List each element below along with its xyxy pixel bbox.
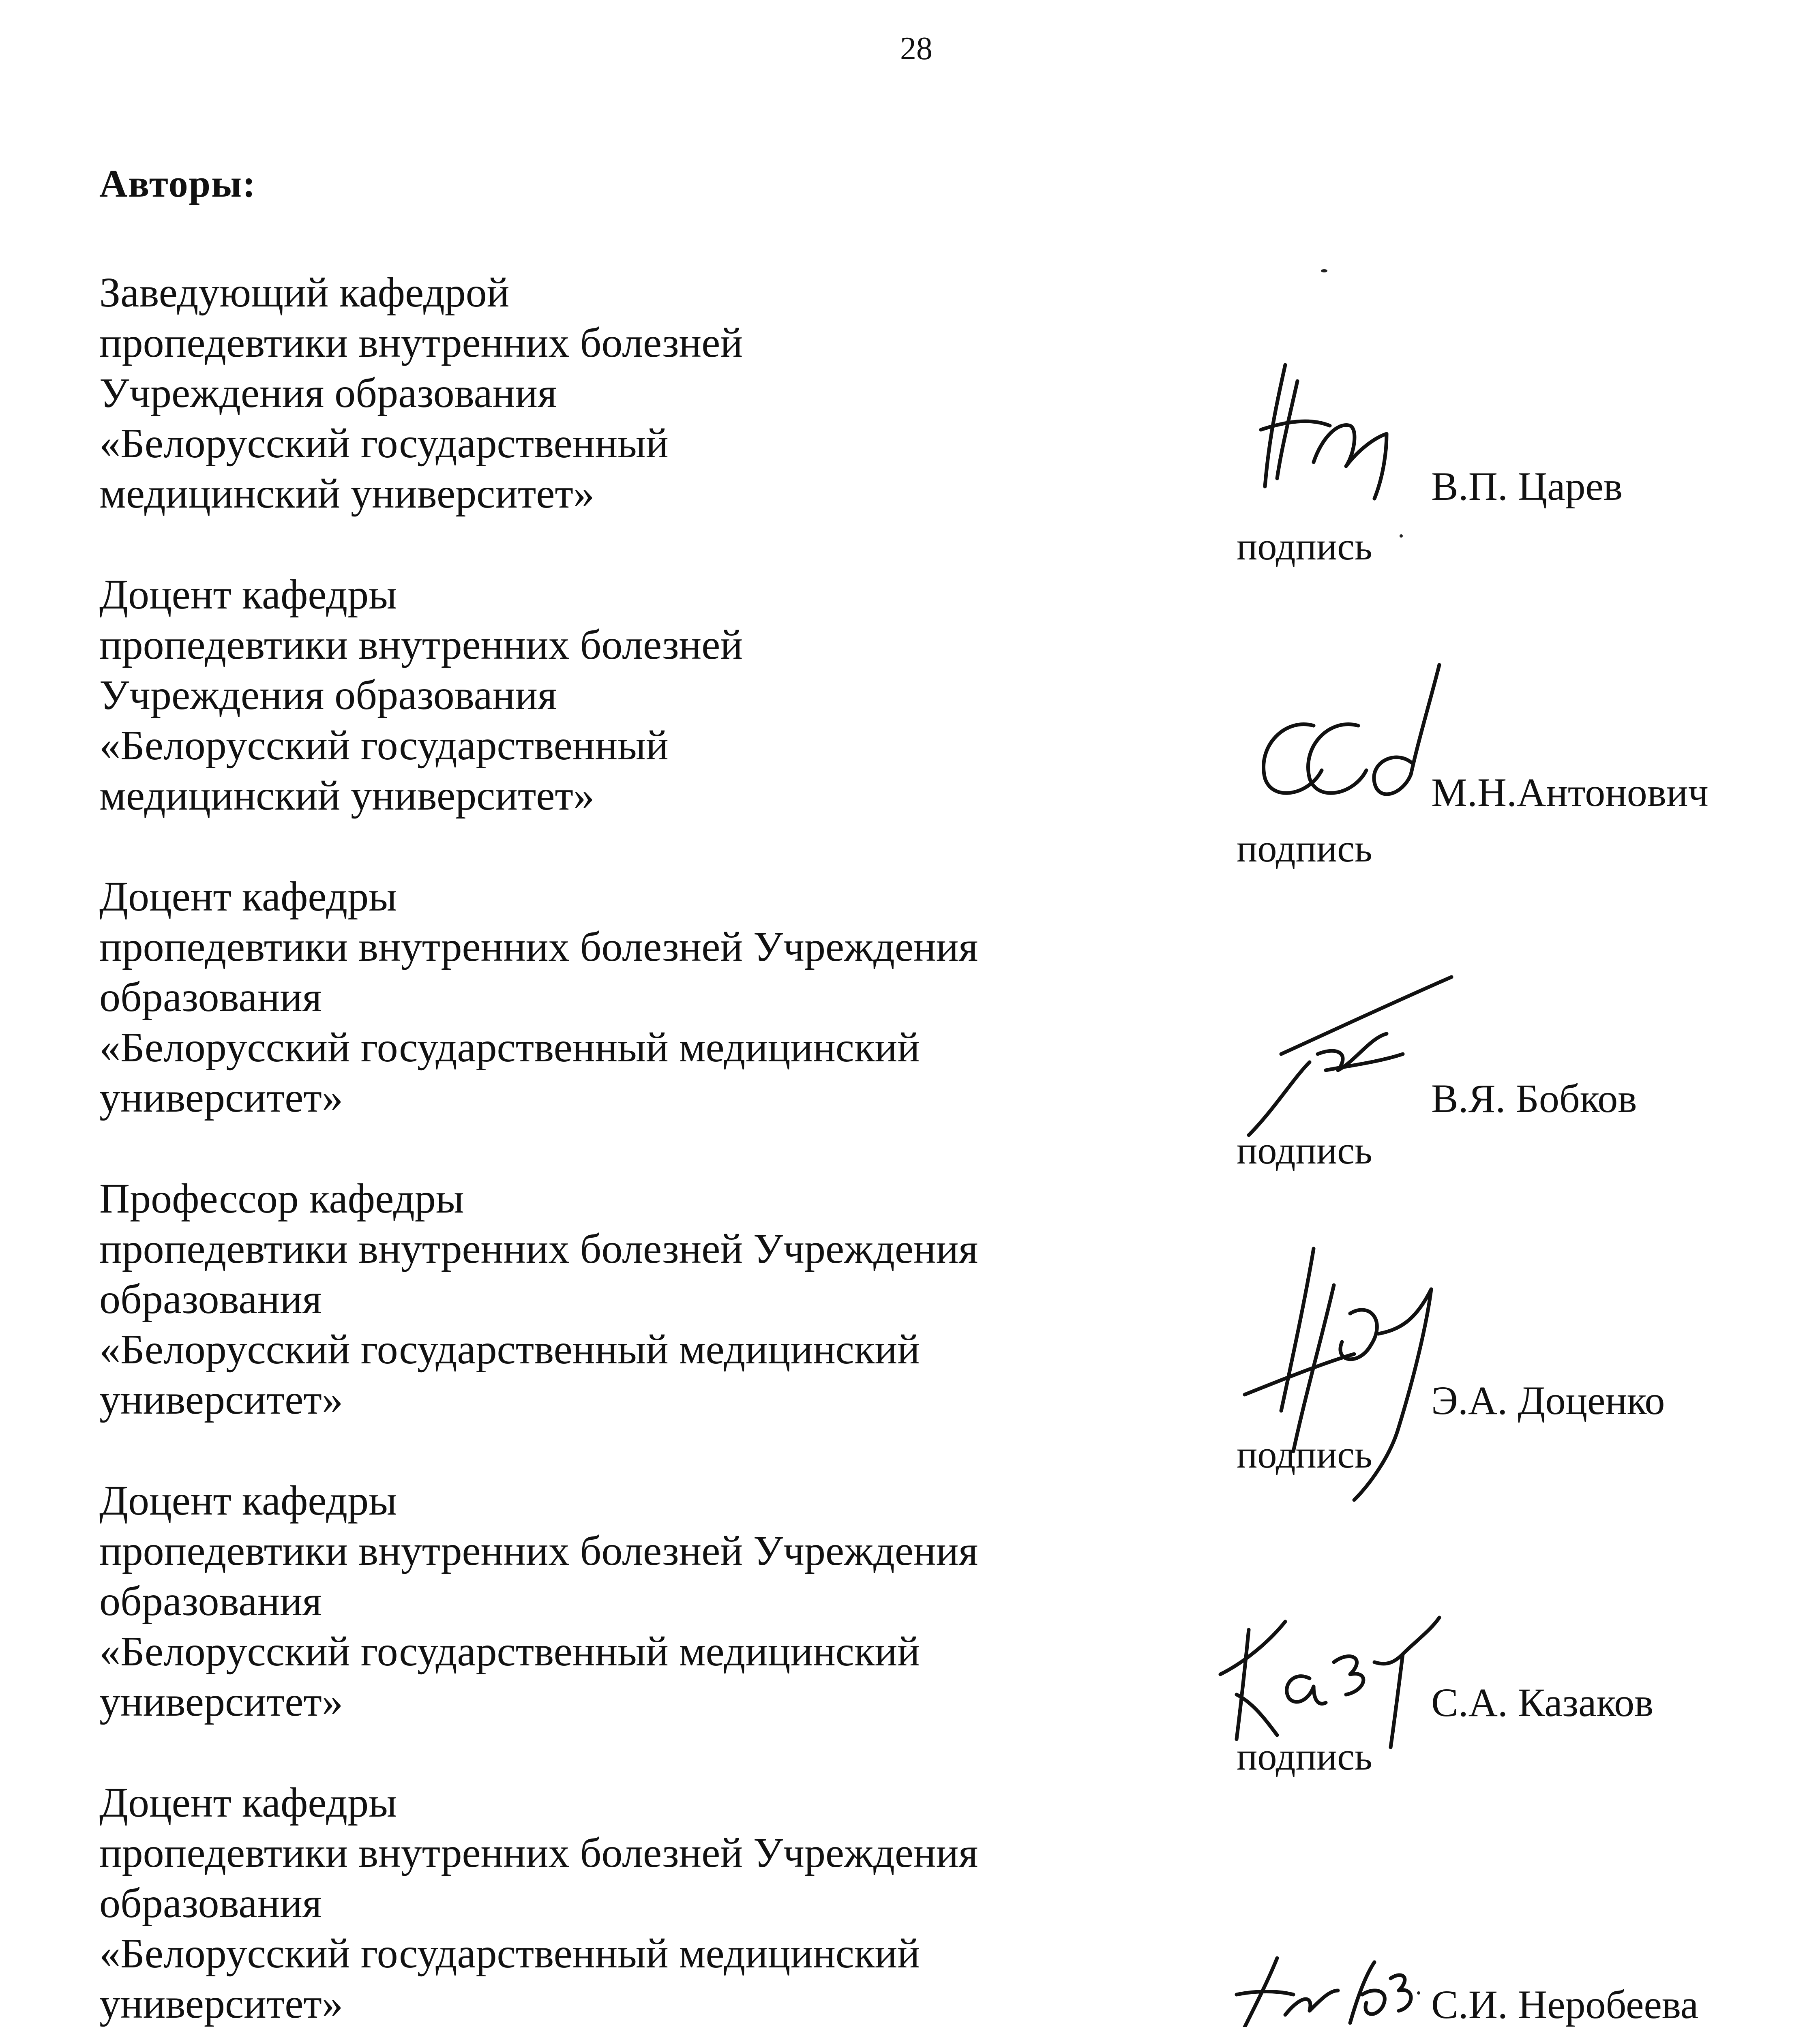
author-affiliation-2: [99, 570, 1153, 821]
affiliation-line: пропедевтики внутренних болезней: [99, 621, 743, 668]
affiliation-line: медицинский университет»: [99, 470, 594, 517]
affiliation-line: пропедевтики внутренних болезней Учреждения: [99, 1830, 978, 1876]
author-name: В.Я. Бобков: [1431, 1076, 1637, 1121]
handwritten-signature: [1241, 657, 1451, 827]
affiliation-line: Доцент кафедры: [99, 1779, 397, 1826]
affiliation-line: «Белорусский государственный медицинский: [99, 1628, 920, 1675]
authors-heading: Авторы:: [99, 162, 256, 205]
handwritten-signature: [1253, 357, 1415, 503]
author-name: М.Н.Антонович: [1431, 770, 1709, 815]
affiliation-line: Профессор кафедры: [99, 1175, 464, 1222]
affiliation-line: «Белорусский государственный медицинский: [99, 1930, 920, 1977]
affiliation-line: университет»: [99, 1678, 343, 1725]
author-affiliation-1: [99, 268, 1153, 519]
scan-speck: [1321, 269, 1327, 272]
scan-speck: [1417, 1991, 1420, 1995]
author-name: В.П. Царев: [1431, 464, 1623, 509]
affiliation-line: «Белорусский государственный медицинский: [99, 1326, 920, 1373]
page-number: 28: [900, 31, 933, 66]
affiliation-line: Учреждения образования: [99, 672, 557, 718]
affiliation-line: пропедевтики внутренних болезней Учреждения: [99, 1528, 978, 1574]
affiliation-line: образования: [99, 1880, 322, 1926]
affiliation-line: Заведующий кафедрой: [99, 269, 510, 316]
author-affiliation-4: [99, 1174, 1153, 1425]
affiliation-line: Доцент кафедры: [99, 1477, 397, 1524]
signature-caption: подпись: [1237, 1735, 1372, 1778]
handwritten-signature: [1233, 973, 1460, 1143]
affiliation-line: университет»: [99, 1980, 343, 2027]
affiliation-line: образования: [99, 1578, 322, 1624]
signature-caption: подпись: [1237, 827, 1372, 870]
affiliation-line: Учреждения образования: [99, 370, 557, 416]
affiliation-line: пропедевтики внутренних болезней: [99, 319, 743, 366]
affiliation-line: пропедевтики внутренних болезней Учреждения: [99, 1226, 978, 1272]
affiliation-line: Доцент кафедры: [99, 873, 397, 920]
author-affiliation-5: [99, 1476, 1153, 1727]
signature-caption: подпись: [1237, 1433, 1372, 1476]
affiliation-line: медицинский университет»: [99, 772, 594, 819]
author-affiliation-6: [99, 1778, 1153, 2027]
affiliation-line: образования: [99, 974, 322, 1020]
author-name: С.А. Казаков: [1431, 1680, 1654, 1725]
author-name: С.И. Неробеева: [1431, 1982, 1699, 2027]
affiliation-line: пропедевтики внутренних болезней Учреждения: [99, 924, 978, 970]
affiliation-line: университет»: [99, 1074, 343, 1121]
affiliation-line: «Белорусский государственный: [99, 420, 669, 467]
handwritten-signature: [1228, 1946, 1423, 2027]
author-name: Э.А. Доценко: [1431, 1378, 1665, 1423]
signature-caption: подпись: [1237, 1129, 1372, 1172]
affiliation-line: Доцент кафедры: [99, 571, 397, 618]
affiliation-line: образования: [99, 1276, 322, 1322]
signature-caption: подпись: [1237, 525, 1372, 568]
affiliation-line: «Белорусский государственный: [99, 722, 669, 769]
affiliation-line: университет»: [99, 1376, 343, 1423]
affiliation-line: «Белорусский государственный медицинский: [99, 1024, 920, 1071]
author-affiliation-3: [99, 872, 1153, 1123]
scan-speck: [1400, 534, 1403, 538]
